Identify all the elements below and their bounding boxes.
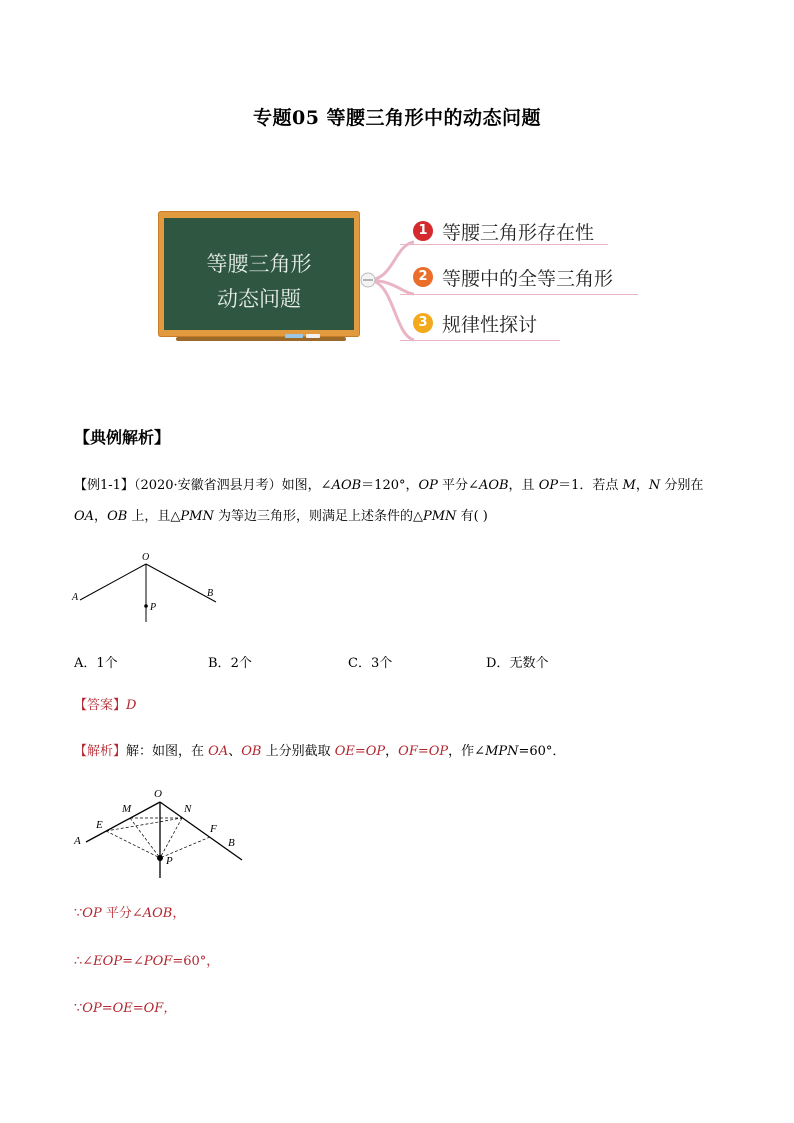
option-b: B．2个	[208, 656, 252, 671]
mindmap-underline-1	[400, 244, 608, 245]
mindmap-number-1: 1	[413, 221, 433, 241]
answer-line	[74, 696, 734, 716]
figure-construction	[70, 784, 250, 880]
analysis-line: 【解析】解：如图，在 OA、OB 上分别截取 OE=OP，OF=OP，作∠MPN=60°．	[74, 744, 566, 759]
fig1-label-o: O	[142, 552, 150, 563]
fig2-label-p: P	[166, 855, 173, 867]
step-1: ∵OP 平分∠AOB，	[74, 906, 186, 921]
fig2-label-n: N	[184, 803, 192, 815]
analysis-tag: 【解析】	[74, 744, 127, 759]
figure-angle-aob	[66, 548, 226, 628]
chalk-piece-blue	[285, 334, 303, 338]
chalkboard-line-2: 动态问题	[217, 287, 301, 311]
step-3: ∵OP=OE=OF，	[74, 1001, 177, 1016]
option-a: A．1个	[74, 656, 118, 671]
fig2-label-f: F	[210, 823, 217, 835]
fig2-label-o: O	[154, 788, 162, 800]
step-2: ∴∠EOP=∠POF=60°，	[74, 954, 220, 969]
answer-value: D	[126, 698, 137, 713]
chalkboard-line-1: 等腰三角形	[206, 252, 312, 276]
example-tag: 【例1-1】	[74, 478, 134, 493]
mindmap-item-1: 等腰三角形存在性	[442, 222, 595, 244]
chalk-piece-white	[306, 334, 320, 338]
fig2-label-m: M	[122, 803, 132, 815]
mindmap-item-3: 规律性探讨	[442, 314, 538, 336]
mindmap-item-2: 等腰中的全等三角形	[442, 268, 614, 290]
mindmap-underline-2	[400, 294, 638, 295]
fig1-label-a: A	[72, 592, 79, 603]
option-d: D．无数个	[486, 656, 549, 671]
fig1-label-p: P	[150, 602, 157, 613]
chalk-ledge	[176, 337, 346, 341]
mindmap-number-3: 3	[413, 313, 433, 333]
fig2-label-a: A	[74, 835, 81, 847]
fig2-label-b: B	[228, 837, 235, 849]
mindmap-number-2: 2	[413, 267, 433, 287]
section-heading: 【典例解析】	[74, 428, 171, 447]
option-c: C．3个	[348, 656, 393, 671]
mindmap-underline-3	[400, 340, 560, 341]
answer-tag: 【答案】	[74, 698, 127, 713]
example-source: （2020·安徽省泗县月考）	[133, 478, 282, 493]
fig1-label-b: B	[207, 588, 214, 599]
fig2-label-e: E	[96, 819, 103, 831]
example-line-2: OA，OB 上，且△PMN 为等边三角形，则满足上述条件的△PMN 有( )	[74, 509, 488, 524]
page-title: 专题05 等腰三角形中的动态问题	[252, 107, 542, 129]
example-line-1: 【例1-1】（2020·安徽省泗县月考）如图，∠AOB＝120°，OP 平分∠AOB，且 OP＝1．若点 M，N 分别在	[74, 478, 704, 493]
